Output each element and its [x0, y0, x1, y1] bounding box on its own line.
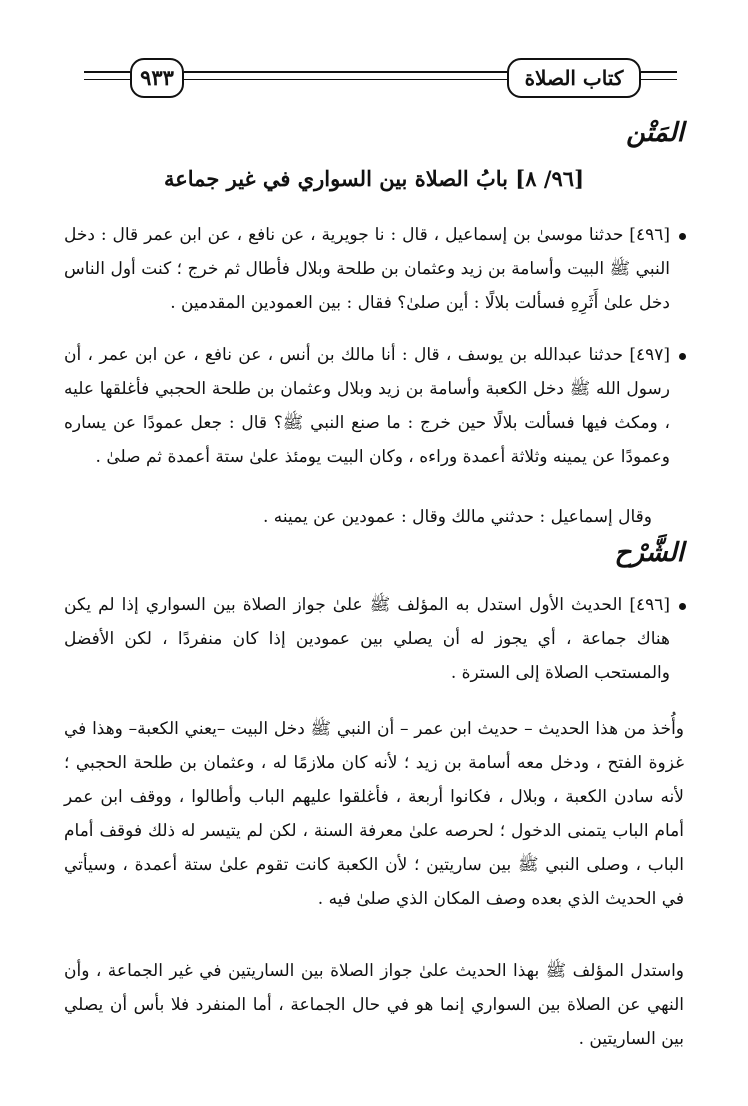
sharh-paragraph-1: [٤٩٦] الحديث الأول استدل به المؤلف ﷺ علىٰ جواز الصلاة بين السواري إذا لم يكن هناك جماعة ، أي يجوز له أن يصلي بين عمودين إذا كان منفردًا ، لكن الأفضل والمستحب الصلاة إلى السترة .: [64, 588, 684, 690]
hadith-496-text: [٤٩٦] حدثنا موسىٰ بن إسماعيل ، قال : نا جويرية ، عن نافع ، عن ابن عمر قال : دخل النبي ﷺ البيت وأسامة بن زيد وعثمان بن طلحة وبلال فأطال ثم خرج ؛ كنت أول الناس دخل علىٰ أَثَرِهِ فسألت بلالًا : أين صلىٰ؟ فقال : بين العمودين المقدمين .: [64, 218, 684, 320]
sharh-paragraph-3: واستدل المؤلف ﷺ بهذا الحديث علىٰ جواز الصلاة بين الساريتين في غير الجماعة ، وأن النهي عن الصلاة بين السواري إنما هو في حال الجماعة ، أما المنفرد فلا بأس أن يصلي بين الساريتين .: [64, 961, 684, 1049]
chapter-title: [٩٦/ ٨] بابُ الصلاة بين السواري في غير جماعة: [163, 166, 585, 191]
header-rule-right-top: [641, 71, 677, 73]
header-rule-middle-top: [184, 71, 507, 73]
book-title: كتاب الصلاة: [507, 58, 641, 98]
page-number: ٩٣٣: [130, 58, 184, 98]
sharh-paragraph-2: وأُخذ من هذا الحديث – حديث ابن عمر – أن النبي ﷺ دخل البيت –يعني الكعبة– وهذا في غزوة الفتح ، ودخل معه أسامة بن زيد ؛ لأنه كان ملازمًا له ، وعثمان بن طلحة الحجبي ؛ لأنه سادن الكعبة ، وبلال ، فكانوا أربعة ، فأغلقوا عليهم الباب وأطالوا ، ووقف ابن عمر أمام الباب يتمنى الدخول ؛ لحرصه علىٰ معرفة السنة ، لكن لم يتيسر له ذلك فوقف أمام الباب ، وصلى النبي ﷺ بين ساريتين ؛ لأن الكعبة كانت تقوم علىٰ ستة أعمدة ، وسيأتي في الحديث الذي بعده وصف المكان الذي صلىٰ فيه .: [64, 719, 684, 909]
header-rule-middle-bottom: [184, 79, 507, 80]
hadith-497-note: وقال إسماعيل : حدثني مالك وقال : عمودين عن يمينه .: [262, 507, 652, 527]
header-rule-left-top: [84, 71, 130, 73]
hadith-497-text: [٤٩٧] حدثنا عبدالله بن يوسف ، قال : أنا مالك بن أنس ، عن نافع ، عن ابن عمر ، أن رسول الله ﷺ دخل الكعبة وأسامة بن زيد وبلال وعثمان بن طلحة الحجبي فأغلقها عليه ، ومكث فيها فسألت بلالًا حين خرج : ما صنع النبي ﷺ؟ قال : جعل عمودًا عن يساره وعمودًا عن يمينه وثلاثة أعمدة وراءه ، وكان البيت يومئذ علىٰ ستة أعمدة ثم صلىٰ .: [64, 338, 684, 474]
header-rule-left-bottom: [84, 79, 130, 80]
header-rule-right-bottom: [641, 79, 677, 80]
sharh-section-label: الشَّرْح: [614, 538, 684, 568]
matn-section-label: المَتْن: [626, 118, 684, 148]
